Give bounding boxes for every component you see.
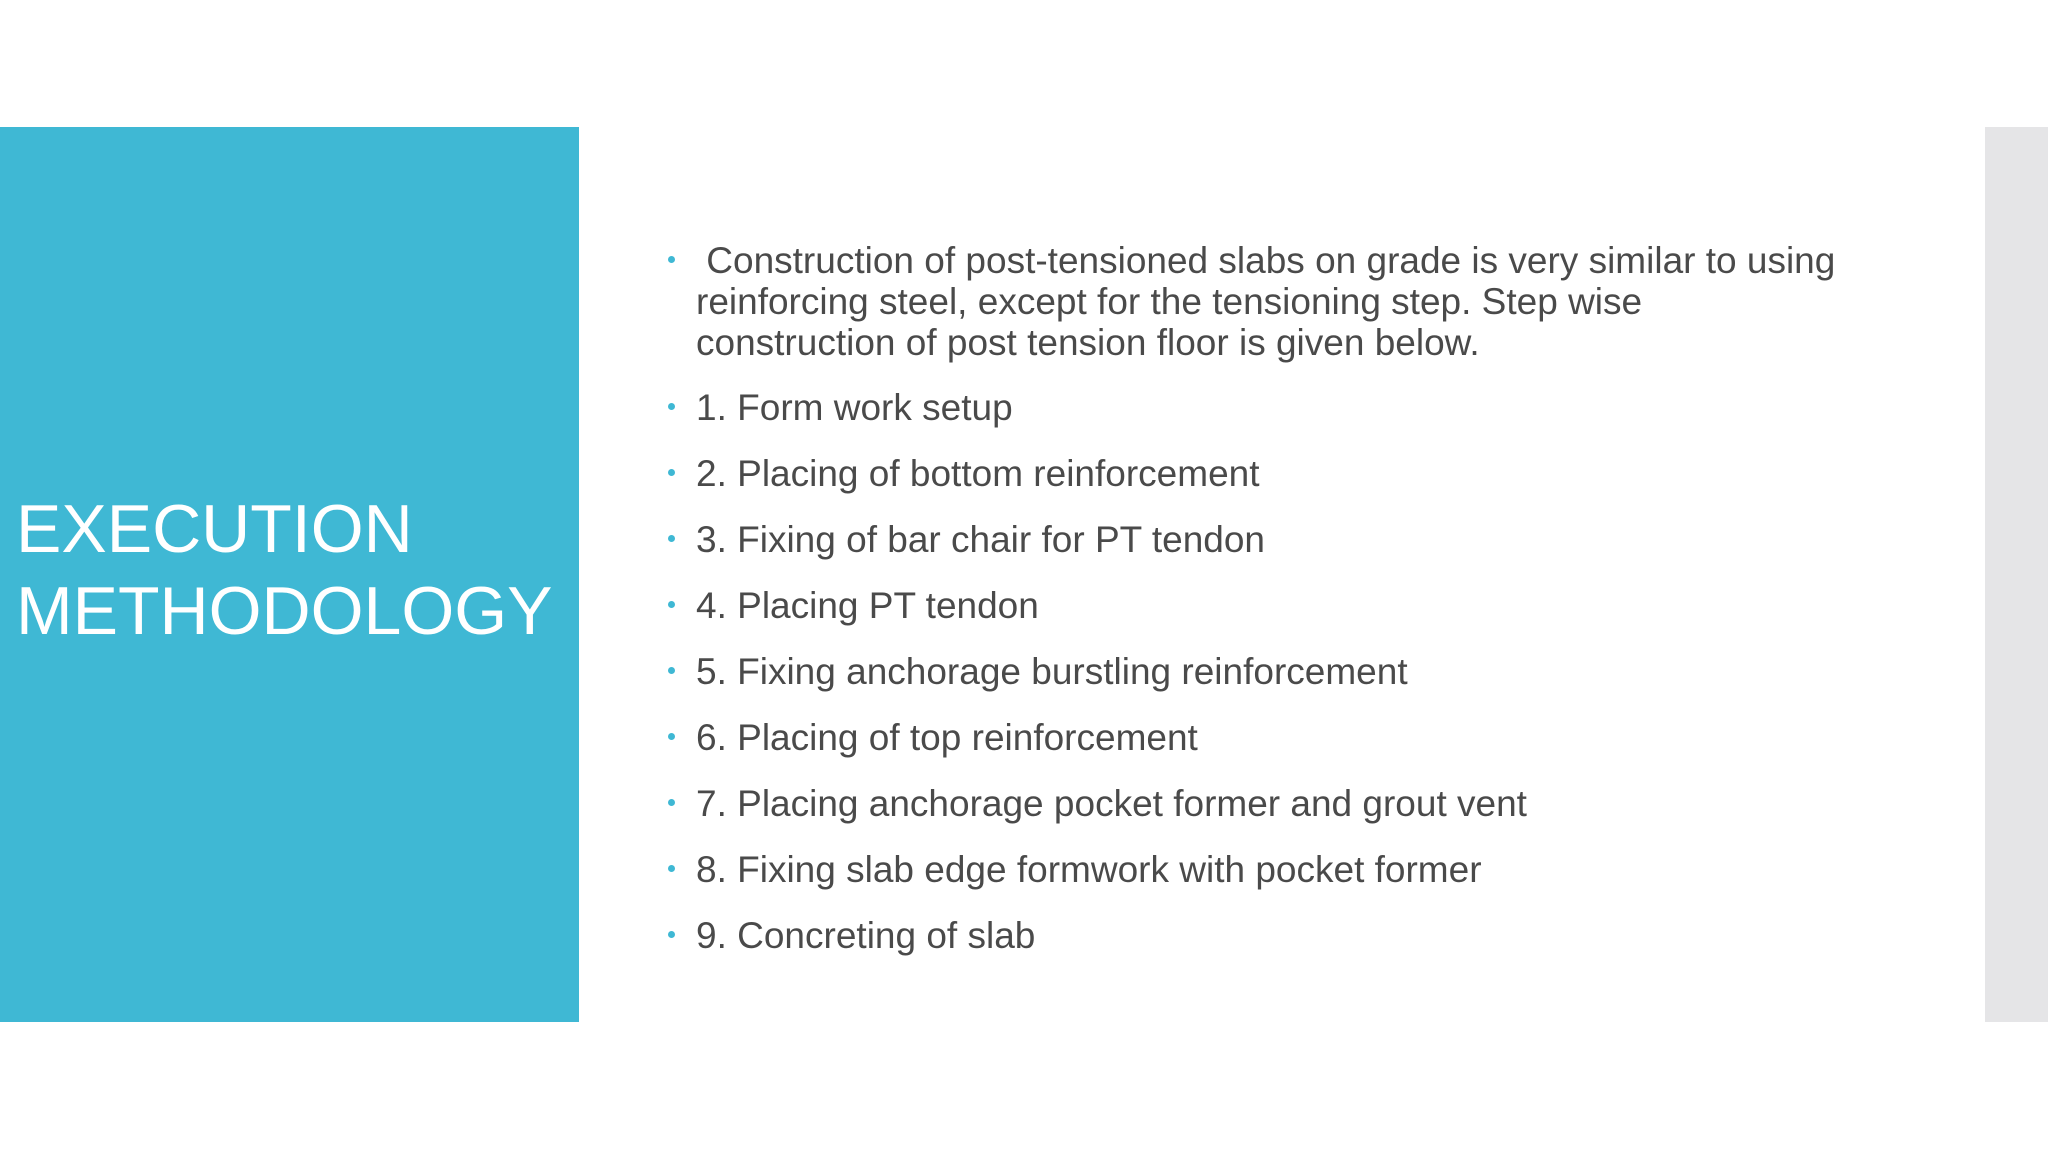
bullet-step-9 bbox=[664, 915, 1844, 956]
slide-title bbox=[16, 488, 576, 652]
bullet-dot-icon bbox=[668, 403, 675, 410]
slide-title-line-2: METHODOLOGY bbox=[16, 573, 553, 649]
bullet-step-5 bbox=[664, 651, 1844, 692]
bullet-text: 6. Placing of top reinforcement bbox=[696, 717, 1198, 758]
bullet-step-6 bbox=[664, 717, 1844, 758]
bullet-dot-icon bbox=[668, 535, 675, 542]
bullet-text: 3. Fixing of bar chair for PT tendon bbox=[696, 519, 1266, 560]
right-edge-panel bbox=[1985, 127, 2048, 1022]
bullet-step-4 bbox=[664, 585, 1844, 626]
bullet-text: 5. Fixing anchorage burstling reinforcement bbox=[696, 651, 1408, 692]
bullet-dot-icon bbox=[668, 799, 675, 806]
bullet-dot-icon bbox=[668, 256, 675, 263]
bullet-step-7 bbox=[664, 783, 1844, 824]
bullet-step-3 bbox=[664, 519, 1844, 560]
bullet-text: Construction of post-tensioned slabs on grade is very similar to using reinforcing steel, except for the tensioning step. Step wise construction of post tension floor is given below. bbox=[696, 240, 1846, 363]
bullet-dot-icon bbox=[668, 733, 675, 740]
bullet-intro bbox=[664, 240, 1844, 363]
bullet-dot-icon bbox=[668, 931, 675, 938]
bullet-dot-icon bbox=[668, 667, 675, 674]
bullet-list bbox=[664, 240, 1844, 981]
slide-title-line-1: EXECUTION bbox=[16, 491, 413, 567]
bullet-step-1 bbox=[664, 387, 1844, 428]
bullet-text: 1. Form work setup bbox=[696, 387, 1013, 428]
bullet-step-2 bbox=[664, 453, 1844, 494]
bullet-dot-icon bbox=[668, 469, 675, 476]
bullet-step-8 bbox=[664, 849, 1844, 890]
bullet-text: 8. Fixing slab edge formwork with pocket former bbox=[696, 849, 1482, 890]
bullet-text: 9. Concreting of slab bbox=[696, 915, 1036, 956]
bullet-dot-icon bbox=[668, 865, 675, 872]
bullet-text: 4. Placing PT tendon bbox=[696, 585, 1039, 626]
bullet-dot-icon bbox=[668, 601, 675, 608]
bullet-text: 7. Placing anchorage pocket former and grout vent bbox=[696, 783, 1527, 824]
bullet-text: 2. Placing of bottom reinforcement bbox=[696, 453, 1260, 494]
